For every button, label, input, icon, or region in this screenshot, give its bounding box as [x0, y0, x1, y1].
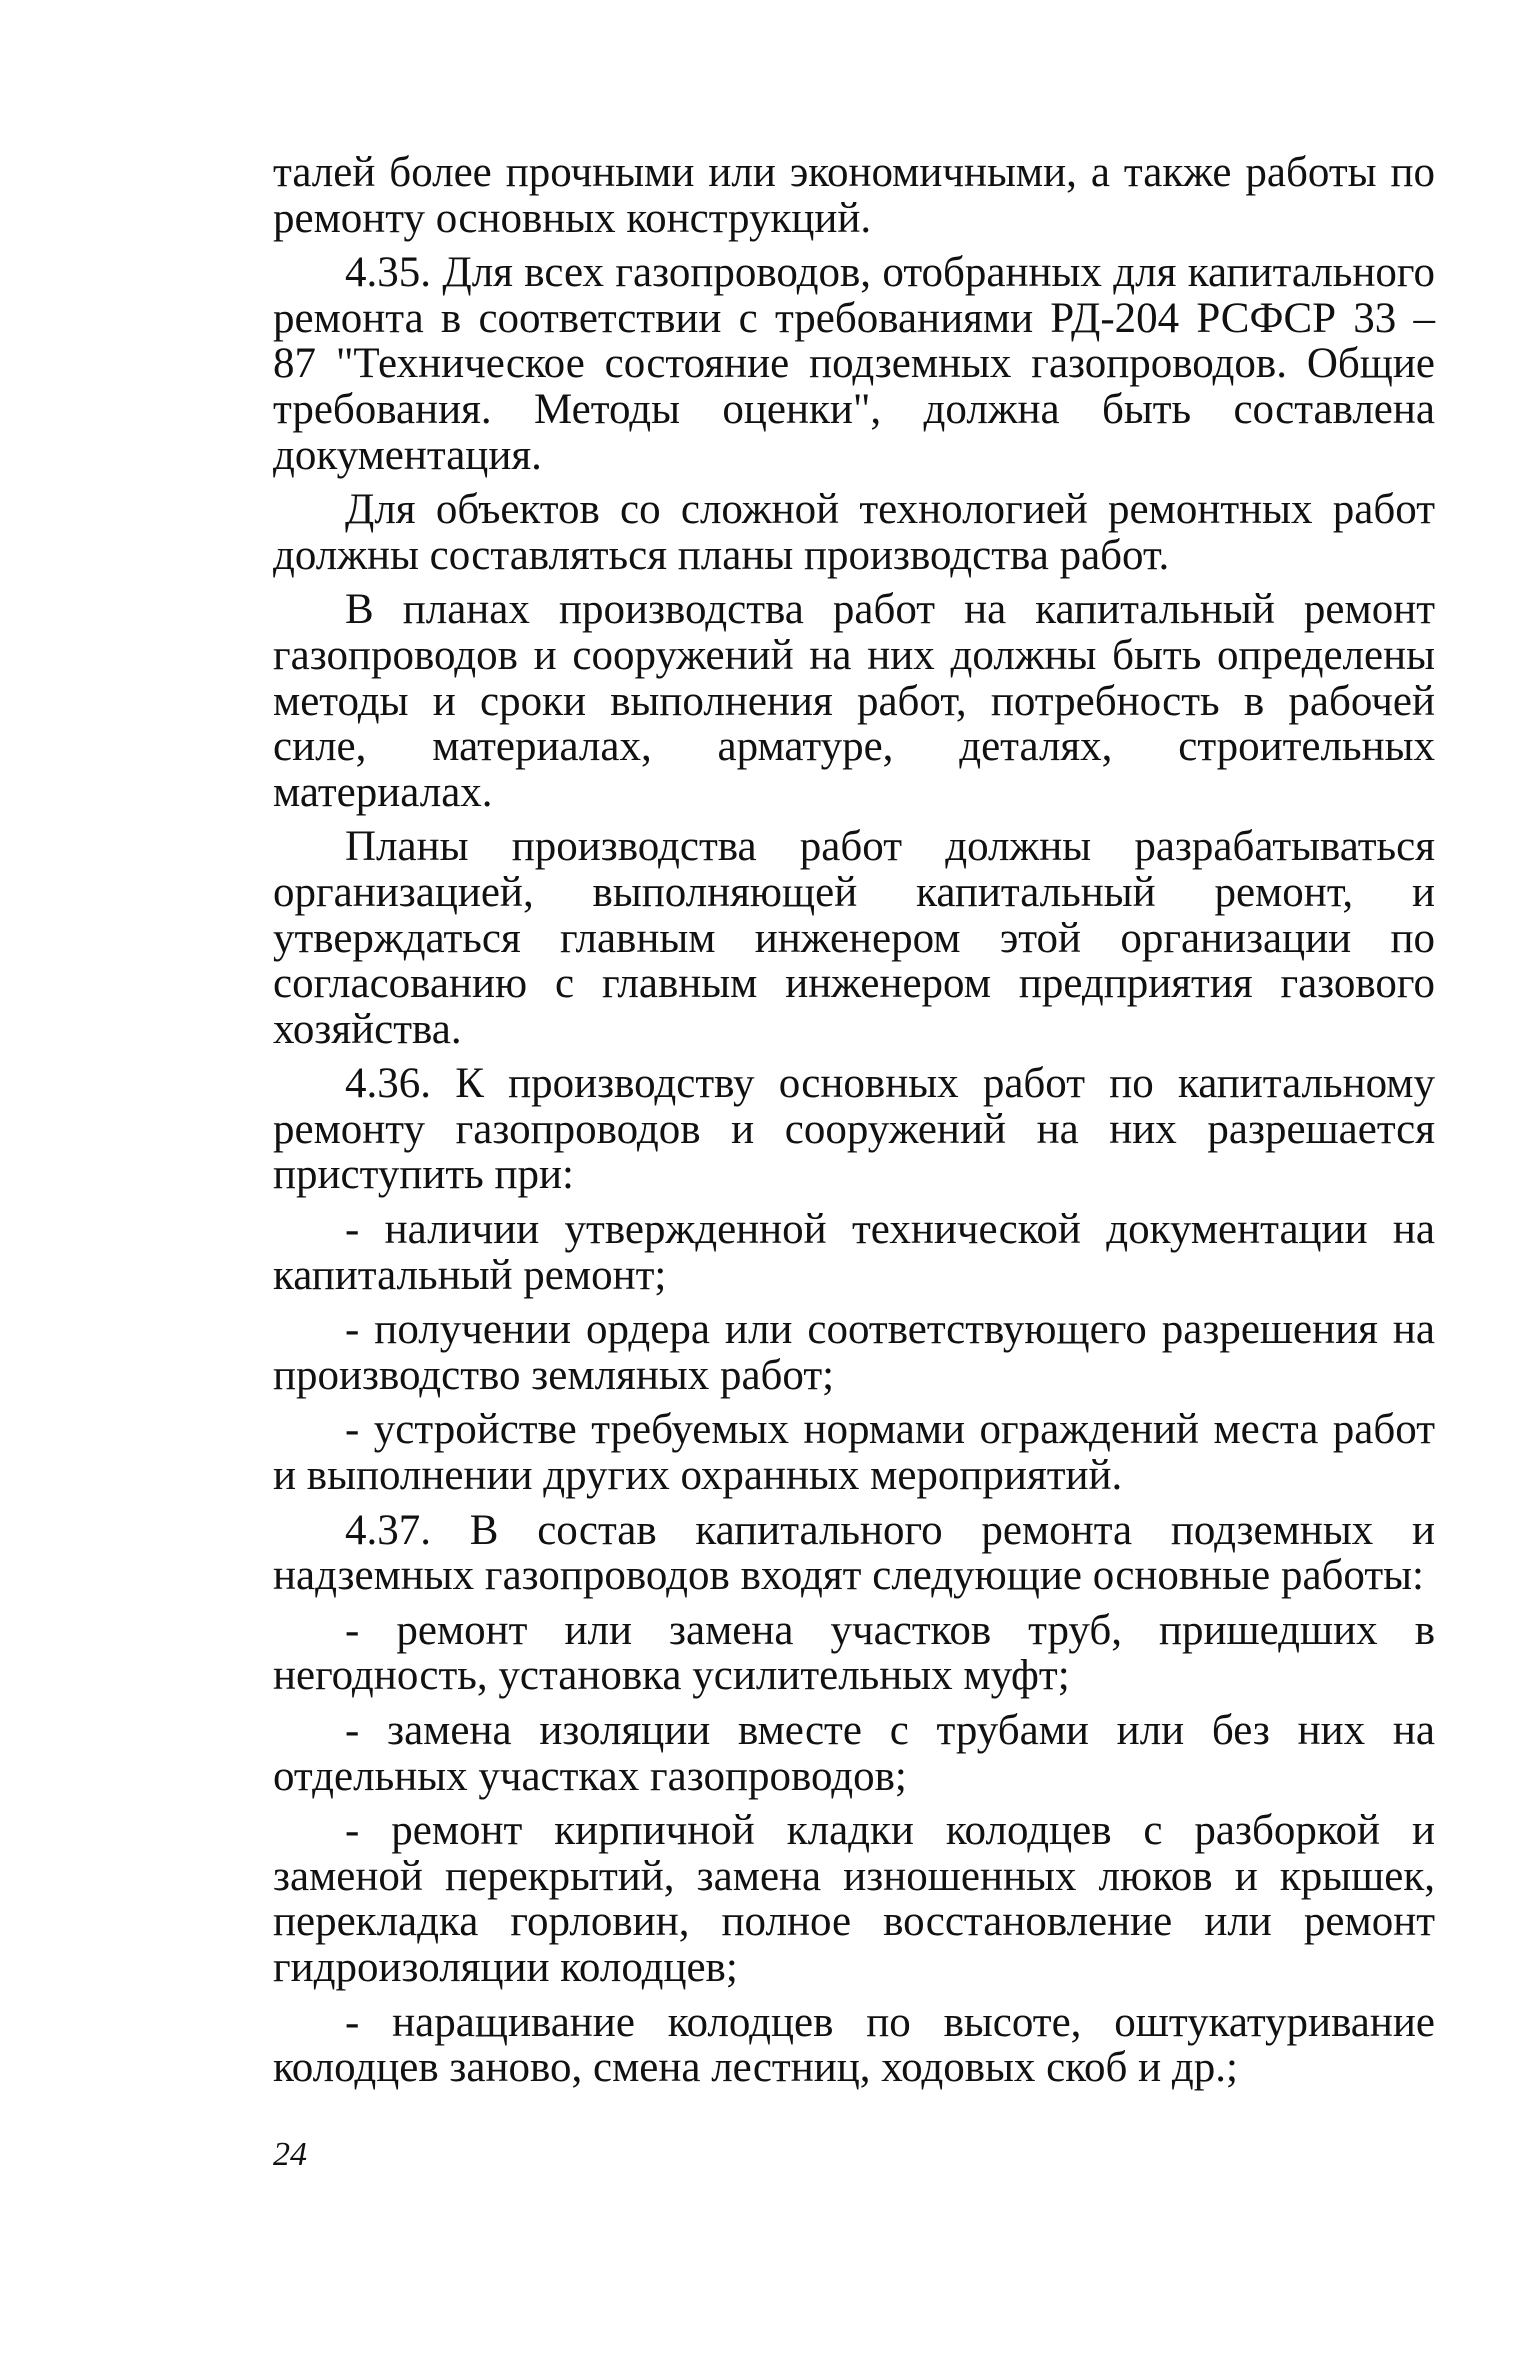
- list-item-fencing: - устройстве требуемых нормами ограждений места работ и выполнении других охранных мероприятий.: [273, 1406, 1435, 1500]
- list-item-well-extension: - наращивание колодцев по высоте, оштукатуривание колодцев заново, смена лестниц, ходовых скоб и др.;: [273, 1998, 1435, 2092]
- list-item-documentation: - наличии утвержденной технической документации на капитальный ремонт;: [273, 1206, 1435, 1299]
- page-number: 24: [273, 2136, 307, 2173]
- paragraph-complex-objects: Для объектов со сложной технологией ремонтных работ должны составляться планы производства работ.: [273, 486, 1435, 579]
- list-item-pipe-repair: - ремонт или замена участков труб, пришедших в негодность, установка усилительных муфт;: [273, 1606, 1435, 1700]
- document-page: [273, 150, 1435, 2100]
- list-item-order: - получении ордера или соответствующего разрешения на производство земляных работ;: [273, 1306, 1435, 1399]
- paragraph-work-plans-approval: Планы производства работ должны разрабатываться организацией, выполняющей капитальный ремонт, и утверждаться главным инженером этой организации по согласованию с главным инженером предприятия газового хозяйства.: [273, 823, 1435, 1053]
- list-item-brickwork: - ремонт кирпичной кладки колодцев с разборкой и заменой перекрытий, замена изношенных люков и крышек, перекладка горловин, полное восстановление или ремонт гидроизоляции колодцев;: [273, 1807, 1435, 1991]
- list-item-insulation: - замена изоляции вместе с трубами или без них на отдельных участках газопроводов;: [273, 1707, 1435, 1800]
- paragraph-4-36: 4.36. К производству основных работ по капитальному ремонту газопроводов и сооружений на них разрешается приступить при:: [273, 1060, 1435, 1199]
- paragraph-work-plans-content: В планах производства работ на капитальный ремонт газопроводов и сооружений на них должны быть определены методы и сроки выполнения работ, потребность в рабочей силе, материалах, арматуре, деталях, строительных материалах.: [273, 586, 1435, 816]
- paragraph-continuation: талей более прочными или экономичными, а также работы по ремонту основных конструкций.: [273, 149, 1435, 242]
- paragraph-4-37: 4.37. В состав капитального ремонта подземных и надземных газопроводов входят следующие основные работы:: [273, 1506, 1435, 1600]
- paragraph-4-35: 4.35. Для всех газопроводов, отобранных для капитального ремонта в соответствии с требованиями РД-204 РСФСР 33 – 87 "Техническое состояние подземных газопроводов. Общие требования. Методы оценки", должна быть составлена документация.: [273, 249, 1435, 479]
